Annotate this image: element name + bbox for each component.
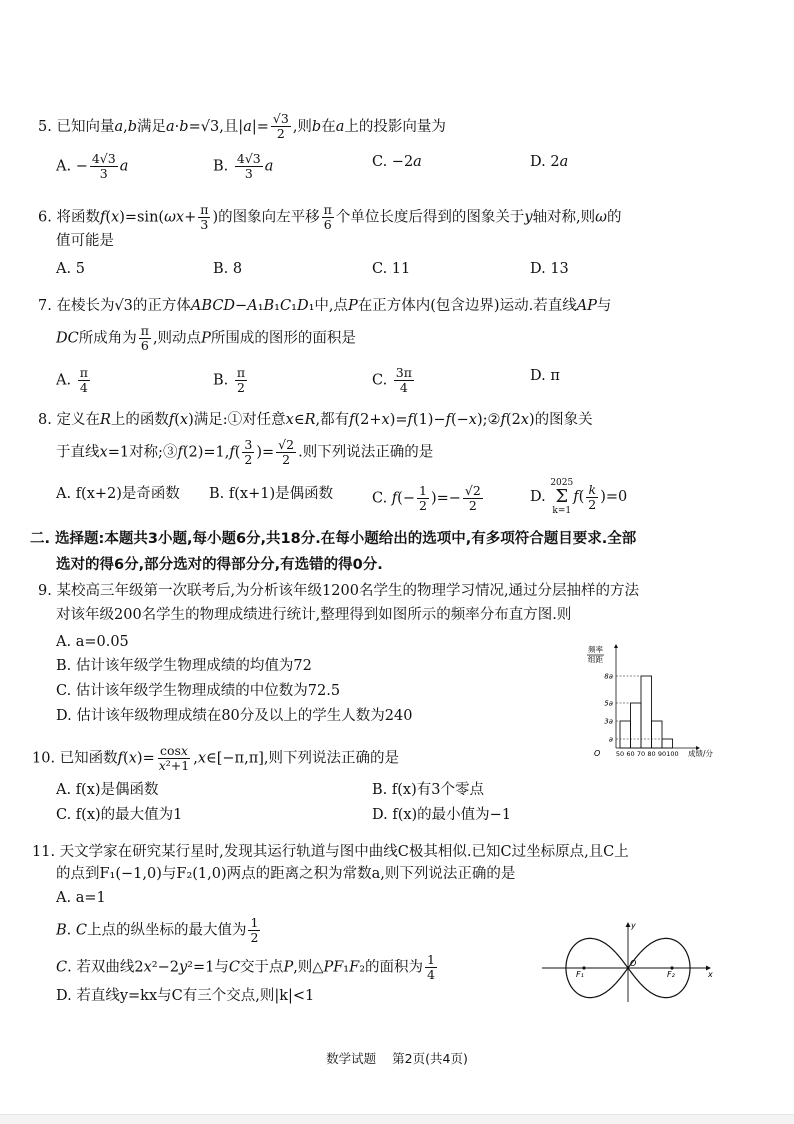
q8-option-c: C. f(− $\frac{1}{2}$ )=− $\frac{√2}{2}$ bbox=[372, 483, 481, 513]
section-2-heading: 二. 选择题:本题共3小题,每小题6分,共18分.在每小题给出的选项中,有多项符合题目要求.全部 bbox=[30, 531, 637, 547]
hist-xtick-100: 100 bbox=[666, 750, 679, 758]
q9-option-b: B. 估计该年级学生物理成绩的均值为72 bbox=[56, 658, 312, 674]
frequency-histogram bbox=[582, 640, 732, 766]
hist-origin: O bbox=[594, 749, 601, 758]
q5-text: 5. 已知向量a,b满足a·b=√3,且|a|= $\frac{√3}{2}$ ,则b在a上的投影向量为 bbox=[38, 111, 446, 141]
hist-bar-4 bbox=[652, 721, 663, 748]
lemniscate-y-label: y bbox=[631, 921, 636, 930]
q5-option-d: D. 2a bbox=[530, 154, 569, 170]
hist-y-arrow-icon bbox=[614, 644, 618, 648]
focus-f2-label: F₂ bbox=[667, 970, 675, 979]
q7-option-d: D. π bbox=[530, 368, 560, 384]
hist-bar-5 bbox=[662, 739, 673, 748]
q5-option-c: C. −2a bbox=[372, 154, 422, 170]
question-8-stem: 8. 定义在R上的函数f(x)满足:①对任意x∈R,都有f(2+x)=f(1)−f(−x);②f(2x)的图象关 bbox=[38, 412, 593, 428]
question-7-stem-2: DC所成角为 $\frac{\pi}{6}$ ,则动点P所围成的图形的面积是 bbox=[56, 323, 356, 353]
footer-subject: 数学试题 bbox=[326, 1051, 377, 1066]
q6-option-a: A. 5 bbox=[56, 261, 85, 277]
hist-xlabel: 成绩/分 bbox=[688, 749, 714, 758]
footer-page-number: 第2页(共4页) bbox=[392, 1051, 468, 1066]
q10-option-a: A. f(x)是偶函数 bbox=[56, 782, 159, 798]
question-6-stem-2: 值可能是 bbox=[56, 233, 114, 249]
q11-option-d: D. 若直线y=kx与C有三个交点,则|k|<1 bbox=[56, 988, 315, 1004]
q6-option-c: C. 11 bbox=[372, 261, 411, 277]
q9-option-c: C. 估计该年级学生物理成绩的中位数为72.5 bbox=[56, 683, 341, 699]
q8-option-b: B. f(x+1)是偶函数 bbox=[209, 486, 334, 502]
hist-ytick-8a: 8a bbox=[604, 672, 613, 681]
hist-ylabel-top: 频率 bbox=[588, 645, 603, 654]
q8-option-a: A. f(x+2)是奇函数 bbox=[56, 486, 180, 502]
hist-bar-3 bbox=[641, 676, 652, 748]
q11-option-a: A. a=1 bbox=[56, 890, 106, 906]
question-11-stem: 11. 天文学家在研究某行星时,发现其运行轨道与图中曲线C极其相似.已知C过坐标原点,且C上 bbox=[32, 844, 629, 860]
q6-option-b: B. 8 bbox=[213, 261, 243, 277]
q5-option-a: A. − $\frac{4√3}{3}$ a bbox=[56, 151, 129, 181]
q8-option-d: D. 2025 Σ k=1 f( $\frac{k}{2}$ )=0 bbox=[530, 478, 628, 516]
section-2-heading-2: 选对的得6分,部分选对的得部分分,有选错的得0分. bbox=[56, 557, 383, 573]
hist-ytick-5a: 5a bbox=[604, 699, 613, 708]
q6-option-d: D. 13 bbox=[530, 261, 569, 277]
q9-option-d: D. 估计该年级物理成绩在80分及以上的学生人数为240 bbox=[56, 708, 413, 724]
hist-xtick-70: 70 bbox=[636, 750, 646, 758]
q10-option-c: C. f(x)的最大值为1 bbox=[56, 807, 183, 823]
question-6-stem: 6. 将函数f(x)=sin(ωx+ $\frac{\pi}{3}$ )的图象向左平移 $\frac{\pi}{6}$ 个单位长度后得到的图象关于y轴对称,则ω的 bbox=[38, 202, 622, 232]
q10-option-b: B. f(x)有3个零点 bbox=[372, 782, 484, 798]
question-11-stem-2: 的点到F₁(−1,0)与F₂(1,0)两点的距离之积为常数a,则下列说法正确的是 bbox=[56, 866, 516, 882]
question-9-stem: 9. 某校高三年级第一次联考后,为分析该年级1200名学生的物理学习情况,通过分层抽样的方法 bbox=[38, 583, 640, 599]
hist-bar-2 bbox=[631, 703, 642, 748]
q5-option-b: B. $\frac{4√3}{3}$ a bbox=[213, 151, 274, 181]
question-7-stem: 7. 在棱长为√3的正方体ABCD−A₁B₁C₁D₁中,点P在正方体内(包含边界)运动.若直线AP与 bbox=[38, 298, 612, 314]
lemniscate-origin: O bbox=[630, 959, 637, 968]
hist-bar-1 bbox=[620, 721, 631, 748]
y-axis-arrow-icon bbox=[626, 922, 631, 927]
hist-xtick-80: 80 bbox=[647, 750, 656, 758]
q10-option-d: D. f(x)的最小值为−1 bbox=[372, 807, 512, 823]
question-5-stem bbox=[38, 112, 446, 141]
hist-xtick-90: 90 bbox=[657, 750, 667, 758]
question-10-stem: 10. 已知函数f(x)= $\frac{\cos x}{\text{x²+1}}$ ,x∈[−π,π],则下列说法正确的是 bbox=[32, 743, 399, 773]
q7-option-b: B. $\frac{\pi}{2}$ bbox=[213, 365, 246, 395]
q11-option-c: C. 若双曲线2x²−2y²=1与C交于点P,则△PF₁F₂的面积为 $\frac{1}{4}$ bbox=[56, 952, 435, 982]
q9-option-a: A. a=0.05 bbox=[56, 634, 129, 650]
lemniscate-figure bbox=[540, 918, 720, 1006]
hist-xtick-60: 60 bbox=[626, 750, 635, 758]
hist-xtick-50: 50 bbox=[615, 750, 625, 758]
hist-ytick-a: a bbox=[608, 735, 613, 744]
q7-option-c: C. $\frac{3\pi}{4}$ bbox=[372, 365, 412, 395]
question-8-stem-2: 于直线x=1对称;③f(2)=1,f( $\frac{3}{2}$ )= $\frac{√2}{2}$ .则下列说法正确的是 bbox=[56, 437, 434, 467]
page-footer bbox=[0, 1049, 794, 1067]
hist-ytick-3a: 3a bbox=[604, 717, 613, 726]
q11-option-b: B. C上点的纵坐标的最大值为 $\frac{1}{2}$ bbox=[56, 915, 259, 945]
focus-f1-label: F₁ bbox=[576, 970, 584, 979]
lemniscate-x-label: x bbox=[708, 970, 713, 979]
hist-ylabel-bottom: 组距 bbox=[588, 655, 603, 664]
q7-option-a: A. $\frac{\pi}{4}$ bbox=[56, 365, 88, 395]
question-9-stem-2: 对该年级200名学生的物理成绩进行统计,整理得到如图所示的频率分布直方图.则 bbox=[56, 607, 572, 623]
